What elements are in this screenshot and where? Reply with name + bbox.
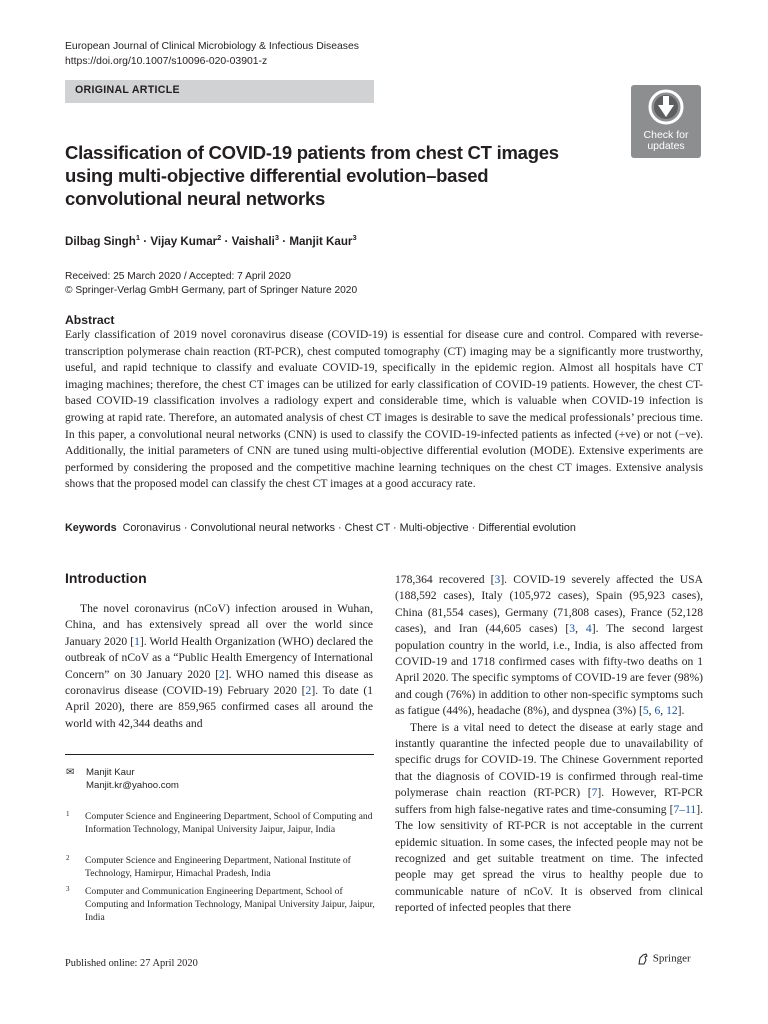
abstract-heading: Abstract — [65, 313, 115, 327]
envelope-icon: ✉ — [66, 767, 75, 778]
citation-link[interactable]: 3 — [494, 573, 501, 586]
published-online-date: Published online: 27 April 2020 — [65, 958, 198, 969]
text-run: , — [575, 622, 586, 636]
article-title: Classification of COVID-19 patients from chest CT images using multi-objective differential evolution–based convolutional neural networks — [65, 142, 559, 209]
keywords-label: Keywords — [65, 522, 117, 534]
intro-paragraph — [65, 601, 373, 732]
intro-paragraph-continued — [395, 572, 703, 720]
citation-link[interactable]: 2 — [305, 684, 312, 698]
journal-name: European Journal of Clinical Microbiology & Infectious Diseases — [65, 41, 359, 52]
author-list — [65, 233, 357, 248]
citation-link[interactable]: 3 — [569, 622, 576, 636]
corresponding-author — [86, 766, 179, 792]
text-run: The novel coronavirus (nCoV) infection aroused in Wuhan, China, and has extensively spread all over the world since January 2020 [ — [65, 602, 373, 648]
text-run: , — [660, 704, 667, 718]
affiliation-number: 1 — [66, 810, 70, 818]
author-name[interactable]: Dilbag Singh — [65, 234, 136, 248]
springer-horse-icon — [636, 952, 650, 966]
crossmark-icon — [648, 89, 684, 125]
text-run: ]. However, RT-PCR suffers from high false-negative rates and time-consuming [ — [395, 786, 704, 816]
publisher-name: Springer — [652, 952, 691, 965]
badge-line-2: updates — [647, 140, 685, 152]
badge-line-1: Check for — [643, 129, 689, 141]
author-separator: · — [221, 234, 232, 248]
text-run: 178,364 recovered [ — [395, 573, 495, 586]
citation-link[interactable]: 1 — [134, 634, 140, 648]
text-run: There is a vital need to detect the disease at early stage and instantly quarantine the infected people due to unavailability of specific drugs for COVID-19. The Chinese Government reported that the diagnosis of COVID-19 is confirmed through real-time polymerase chain reaction (RT-PCR) [ — [395, 720, 703, 800]
doi-link[interactable]: https://doi.org/10.1007/s10096-020-03901-z — [65, 56, 268, 67]
author-affiliation-mark: 2 — [217, 233, 222, 242]
text-run: , — [648, 704, 655, 718]
text-run: ]. COVID-19 severely affected the USA (188,592 cases), Italy (105,972 cases), Spain (95,923 cases), China (81,554 cases), Germany (71,808 cases), France (52,128 cases), and Iran (44,605 cases) [ — [395, 573, 703, 636]
author-name[interactable]: Vaishali — [231, 234, 275, 248]
left-column — [65, 601, 373, 732]
author-separator: · — [140, 234, 151, 248]
author-name[interactable]: Vijay Kumar — [150, 234, 218, 248]
citation-link[interactable]: 6 — [654, 704, 661, 718]
author-affiliation-mark: 1 — [135, 233, 141, 242]
citation-link[interactable]: 7 — [591, 786, 598, 800]
right-column — [395, 572, 703, 917]
text-run: ]. World Health Organization (WHO) declared the outbreak of nCoV as a “Public Health Emergency of International Concern” on 30 January 2020 [ — [65, 634, 373, 681]
citation-link[interactable]: 5 — [642, 704, 649, 718]
affiliation-text: Computer Science and Engineering Department, National Institute of Technology, Hamirpur, Himachal Pradesh, India — [85, 855, 351, 879]
article-type-banner: ORIGINAL ARTICLE — [65, 80, 374, 103]
text-run: ]. The low sensitivity of RT-PCR is not acceptable in the current epidemic situation. In some cases, the infected people may not be recognized and get suitable treatment on time. The infected people may get spread the virus to healthy people due to communicable nature of nCoV. It is observed from clinical reported of infected peoples that there — [395, 802, 703, 915]
text-run: ]. — [677, 704, 685, 718]
author-affiliation-mark: 3 — [352, 233, 357, 242]
text-run: ]. WHO named this disease as coronavirus disease (COVID-19) February 2020 [ — [65, 667, 373, 698]
introduction-heading: Introduction — [65, 570, 147, 586]
copyright-line: © Springer-Verlag GmbH Germany, part of Springer Nature 2020 — [65, 284, 358, 296]
text-run: ]. To date (1 April 2020), there are 859,965 confirmed cases all around the world with 42,344 deaths and — [65, 684, 374, 730]
author-name[interactable]: Manjit Kaur — [289, 234, 353, 248]
affiliation-text: Computer and Communication Engineering Department, School of Computing and Information Technology, Manipal University Jaipur, Jaipur, India — [85, 886, 375, 923]
affiliation-number: 2 — [66, 854, 70, 862]
citation-link[interactable]: 7–11 — [673, 802, 697, 816]
author-affiliation-mark: 3 — [274, 233, 279, 242]
citation-link[interactable]: 4 — [585, 622, 592, 636]
check-for-updates-badge[interactable] — [631, 85, 701, 158]
received-accepted-dates: Received: 25 March 2020 / Accepted: 7 April 2020 — [65, 271, 291, 282]
publisher-logo — [636, 952, 691, 966]
affiliation-text: Computer Science and Engineering Department, School of Computing and Information Technology, Manipal University Jaipur, Jaipur, India — [85, 811, 373, 835]
keywords-line — [65, 522, 576, 534]
footnote-divider — [65, 754, 374, 755]
text-run: ]. The second largest population country in the world, i.e., India, is also affected from COVID-19 and 1718 confirmed cases with fifty-two deaths on 1 April 2020. The specific symptoms of COVID-19 are fever (98%) and cough (76%) in addition to other non-specific symptoms such as fatigue (44%), headache (8%), and dyspnea (3%) [ — [395, 622, 703, 718]
author-separator: · — [279, 234, 290, 248]
intro-paragraph-2 — [395, 720, 703, 917]
citation-link[interactable]: 12 — [666, 704, 678, 718]
publication-dates — [65, 270, 357, 297]
contact-name: Manjit Kaur — [86, 767, 135, 778]
abstract-text: Early classification of 2019 novel coronavirus disease (COVID-19) is essential for disease cure and control. Compared with reverse-transcription polymerase chain reaction (RT-PCR), chest computed tomography (CT) imaging may be a significantly more trustworthy, useful, and rapid technique to classify and evaluate COVID-19, specifically in the epidemic region. Almost all hospitals have CT imaging machines; therefore, the chest CT images can be utilized for early classification of COVID-19 patients. However, the chest CT-based COVID-19 classification involves a radiology expert and considerable time, which is valuable when COVID-19 infection is growing at rapid rate. Therefore, an automated analysis of chest CT images is desirable to save the medical professionals’ precious time. In this paper, a convolutional neural networks (CNN) is used to classify the COVID-19-infected patients as infected (+ve) or not (−ve). Additionally, the initial parameters of CNN are tuned using multi-objective differential evolution (MODE). Extensive experiments are performed by considering the proposed and the competitive machine learning techniques on the chest CT images. Extensive analysis shows that the proposed model can classify the chest CT images at a good accuracy rate. — [65, 328, 703, 491]
contact-email[interactable]: Manjit.kr@yahoo.com — [86, 780, 179, 791]
citation-link[interactable]: 2 — [218, 667, 225, 681]
keywords-list: Coronavirus · Convolutional neural networks · Chest CT · Multi-objective · Differential evolution — [122, 522, 576, 534]
affiliation-number: 3 — [66, 885, 70, 893]
